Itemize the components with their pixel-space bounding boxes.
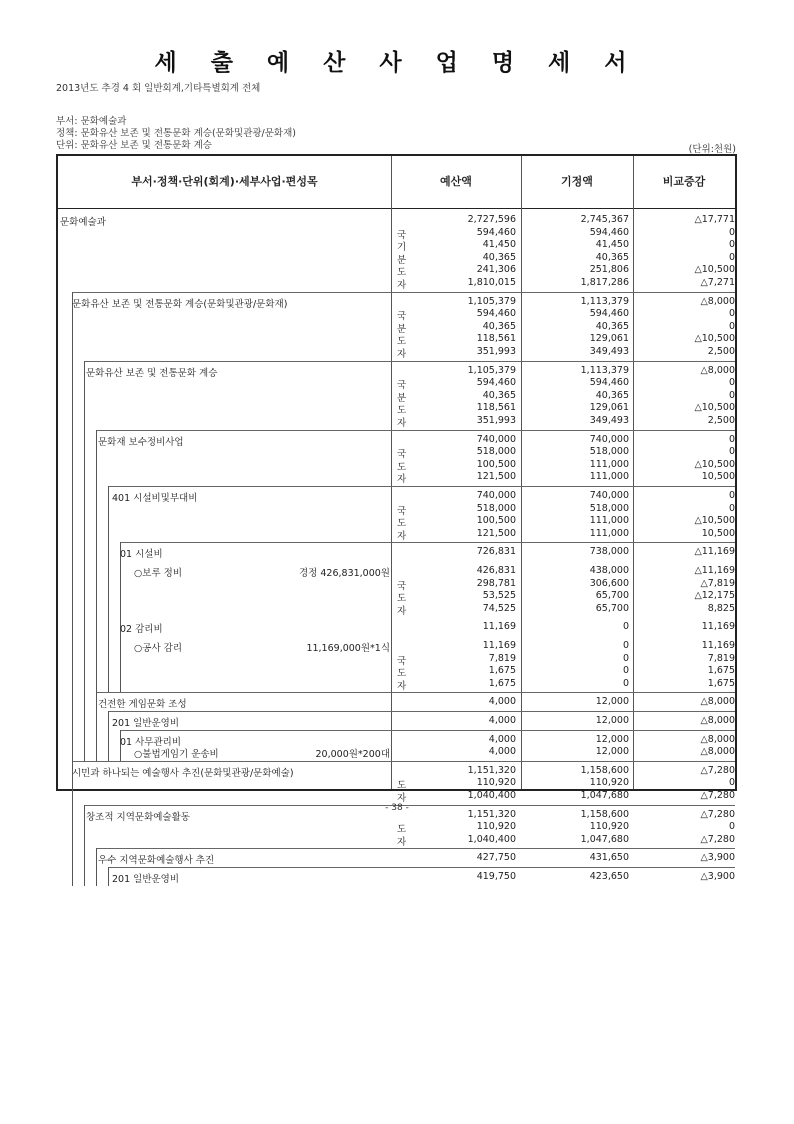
budget-amount: 11,169 bbox=[482, 639, 516, 651]
budget-amount: 100,500 bbox=[476, 515, 516, 527]
diff-amount: △8,000 bbox=[700, 715, 735, 726]
budget-amount: 7,819 bbox=[488, 652, 516, 664]
prior-amount: 0 bbox=[622, 677, 629, 689]
budget-amount: 118,561 bbox=[476, 402, 516, 414]
budget-amount: 1,105,379 bbox=[467, 364, 516, 376]
prior-amount: 111,000 bbox=[589, 458, 629, 470]
prior-amount: 12,000 bbox=[595, 733, 629, 745]
prior-amount: 1,113,379 bbox=[580, 364, 629, 376]
budget-amount: 351,993 bbox=[476, 414, 516, 426]
line-item-label: ○불법게임기 운송비 bbox=[134, 749, 219, 761]
budget-amount: 740,000 bbox=[476, 433, 516, 445]
diff-amount: △8,000 bbox=[700, 364, 735, 376]
diff-amount: 0 bbox=[728, 446, 735, 458]
prior-amount: 306,600 bbox=[589, 577, 629, 589]
line-item-spec: 20,000원*200대 bbox=[315, 749, 390, 761]
prior-amount: 1,047,680 bbox=[580, 789, 629, 801]
funding-source-tag: 국 bbox=[397, 229, 407, 241]
budget-amount: 518,000 bbox=[476, 502, 516, 514]
budget-amount: 594,460 bbox=[476, 377, 516, 389]
hierarchy-rule bbox=[84, 711, 85, 730]
prior-amount: 431,650 bbox=[589, 852, 629, 864]
row-label: 201 일반운영비 bbox=[112, 718, 180, 729]
table-row bbox=[58, 486, 735, 542]
budget-amount: 427,750 bbox=[476, 852, 516, 864]
diff-amount: 0 bbox=[728, 251, 735, 263]
row-divider bbox=[72, 292, 735, 293]
diff-amount: △10,500 bbox=[694, 264, 735, 276]
funding-source-tag: 국 bbox=[397, 380, 407, 392]
prior-amount: 0 bbox=[622, 652, 629, 664]
budget-amount: 121,500 bbox=[476, 527, 516, 539]
prior-amount: 0 bbox=[622, 639, 629, 651]
table-row bbox=[58, 292, 735, 361]
hierarchy-rule bbox=[72, 361, 73, 430]
table-row bbox=[58, 361, 735, 430]
row-label: 문화유산 보존 및 전통문화 계승(문화및관광/문화재) bbox=[72, 298, 288, 310]
hierarchy-rule bbox=[72, 542, 73, 692]
funding-source-tag: 국 bbox=[397, 580, 407, 592]
budget-amount: 110,920 bbox=[476, 777, 516, 789]
funding-source-tag: 자 bbox=[397, 474, 407, 486]
hierarchy-rule bbox=[96, 711, 97, 730]
diff-amount: 11,169 bbox=[701, 639, 735, 651]
prior-amount: 129,061 bbox=[589, 402, 629, 414]
hierarchy-rule bbox=[72, 430, 73, 486]
policy-label: 정책: 문화유산 보존 및 전통문화 계승(문화및관광/문화재) bbox=[56, 128, 296, 139]
diff-amount: 0 bbox=[728, 389, 735, 401]
budget-amount: 11,169 bbox=[482, 621, 516, 633]
page-number: - 38 - bbox=[385, 803, 409, 813]
diff-amount: 0 bbox=[728, 377, 735, 389]
prior-amount: 111,000 bbox=[589, 515, 629, 527]
row-label: 우수 지역문화예술행사 추진 bbox=[98, 855, 215, 867]
budget-amount: 419,750 bbox=[476, 871, 516, 882]
hierarchy-rule bbox=[84, 361, 85, 430]
prior-amount: 518,000 bbox=[589, 446, 629, 458]
funding-source-tag: 도 bbox=[397, 593, 407, 605]
budget-amount: 118,561 bbox=[476, 333, 516, 345]
funding-source-tag: 도 bbox=[397, 405, 407, 417]
hierarchy-rule bbox=[96, 542, 97, 692]
prior-amount: 0 bbox=[622, 665, 629, 677]
table-row bbox=[58, 730, 735, 761]
table-row bbox=[58, 542, 735, 692]
prior-amount: 738,000 bbox=[589, 546, 629, 558]
budget-amount: 100,500 bbox=[476, 458, 516, 470]
prior-amount: 1,113,379 bbox=[580, 295, 629, 307]
table-row bbox=[58, 692, 735, 711]
prior-amount: 40,365 bbox=[595, 389, 629, 401]
hierarchy-rule bbox=[84, 692, 85, 711]
budget-amount: 1,675 bbox=[488, 677, 516, 689]
funding-source-tag: 도 bbox=[397, 824, 407, 836]
funding-source-tag: 기 bbox=[397, 242, 407, 254]
budget-amount: 121,500 bbox=[476, 471, 516, 483]
diff-amount: △8,000 bbox=[700, 295, 735, 307]
hierarchy-rule bbox=[72, 692, 73, 711]
row-label: 문화예술과 bbox=[60, 217, 106, 228]
funding-source-tag: 자 bbox=[397, 680, 407, 692]
funding-source-tag: 자 bbox=[397, 417, 407, 429]
prior-amount: 111,000 bbox=[589, 527, 629, 539]
prior-amount: 1,047,680 bbox=[580, 833, 629, 845]
funding-source-tag: 자 bbox=[397, 348, 407, 360]
diff-amount: △3,900 bbox=[700, 852, 735, 864]
diff-amount: △17,771 bbox=[694, 214, 735, 225]
hierarchy-rule bbox=[108, 542, 109, 692]
funding-source-tag: 분 bbox=[397, 254, 407, 266]
row-divider bbox=[120, 730, 735, 731]
page-title: 세 출 예 산 사 업 명 세 서 bbox=[154, 50, 640, 76]
diff-amount: 0 bbox=[728, 502, 735, 514]
hierarchy-rule bbox=[84, 430, 85, 486]
diff-amount: △7,280 bbox=[700, 808, 735, 820]
line-item-spec: 경정 426,831,000원 bbox=[299, 567, 390, 579]
diff-amount: △10,500 bbox=[694, 515, 735, 527]
hierarchy-rule bbox=[96, 430, 97, 486]
prior-amount: 129,061 bbox=[589, 333, 629, 345]
prior-amount: 518,000 bbox=[589, 502, 629, 514]
row-label: 01 시설비 bbox=[120, 549, 163, 561]
table-row bbox=[58, 430, 735, 486]
sub-item-label: 02 감리비 bbox=[120, 624, 163, 636]
row-label: 문화재 보수정비사업 bbox=[98, 436, 184, 448]
hierarchy-rule bbox=[96, 486, 97, 542]
diff-amount: △10,500 bbox=[694, 402, 735, 414]
budget-amount: 4,000 bbox=[488, 696, 516, 708]
header-diff: 비교증감 bbox=[662, 175, 706, 188]
diff-amount: 1,675 bbox=[707, 665, 735, 677]
budget-table bbox=[56, 154, 737, 885]
budget-amount: 740,000 bbox=[476, 490, 516, 501]
prior-amount: 349,493 bbox=[589, 345, 629, 357]
hierarchy-rule bbox=[84, 542, 85, 692]
hierarchy-rule bbox=[72, 711, 73, 730]
budget-amount: 351,993 bbox=[476, 345, 516, 357]
hierarchy-rule bbox=[84, 730, 85, 761]
diff-amount: △7,280 bbox=[700, 833, 735, 845]
prior-amount: 1,817,286 bbox=[580, 277, 629, 288]
budget-amount: 1,151,320 bbox=[467, 808, 516, 820]
hierarchy-rule bbox=[96, 692, 97, 711]
budget-amount: 1,151,320 bbox=[467, 764, 516, 776]
prior-amount: 594,460 bbox=[589, 377, 629, 389]
diff-amount: 0 bbox=[728, 239, 735, 251]
prior-amount: 40,365 bbox=[595, 320, 629, 332]
row-divider bbox=[96, 692, 735, 693]
funding-source-tag: 국 bbox=[397, 311, 407, 323]
prior-amount: 41,450 bbox=[595, 239, 629, 251]
budget-amount: 1,040,400 bbox=[467, 833, 516, 845]
diff-amount: 10,500 bbox=[701, 471, 735, 483]
budget-amount: 74,525 bbox=[482, 602, 516, 614]
budget-amount: 110,920 bbox=[476, 821, 516, 833]
row-divider bbox=[108, 711, 735, 712]
prior-amount: 251,806 bbox=[589, 264, 629, 276]
prior-amount: 12,000 bbox=[595, 715, 629, 726]
table-row bbox=[58, 761, 735, 805]
prior-amount: 423,650 bbox=[589, 871, 629, 882]
hierarchy-rule bbox=[108, 486, 109, 542]
line-item-label: ○보루 정비 bbox=[134, 567, 183, 579]
line-item-spec: 11,169,000원*1식 bbox=[306, 642, 390, 654]
hierarchy-rule bbox=[72, 730, 73, 761]
diff-amount: 7,819 bbox=[707, 652, 735, 664]
funding-source-tag: 자 bbox=[397, 280, 407, 291]
row-label: 시민과 하나되는 예술행사 추진(문화및관광/문화예술) bbox=[72, 767, 294, 779]
diff-amount: △10,500 bbox=[694, 458, 735, 470]
diff-amount: △11,169 bbox=[694, 564, 735, 576]
diff-amount: △7,280 bbox=[700, 764, 735, 776]
funding-source-tag: 도 bbox=[397, 668, 407, 680]
hierarchy-rule bbox=[108, 730, 109, 761]
diff-amount: 0 bbox=[728, 490, 735, 501]
currency-unit: (단위:천원) bbox=[688, 144, 736, 155]
funding-source-tag: 분 bbox=[397, 323, 407, 335]
budget-amount: 426,831 bbox=[476, 564, 516, 576]
budget-amount: 1,040,400 bbox=[467, 789, 516, 801]
funding-source-tag: 분 bbox=[397, 392, 407, 404]
diff-amount: 8,825 bbox=[707, 602, 735, 614]
prior-amount: 740,000 bbox=[589, 490, 629, 501]
hierarchy-rule bbox=[96, 730, 97, 761]
diff-amount: 0 bbox=[728, 320, 735, 332]
budget-amount: 594,460 bbox=[476, 308, 516, 320]
diff-amount: △8,000 bbox=[700, 746, 735, 758]
diff-amount: △8,000 bbox=[700, 696, 735, 708]
row-divider bbox=[96, 848, 735, 849]
diff-amount: 2,500 bbox=[707, 414, 735, 426]
row-divider bbox=[96, 430, 735, 431]
budget-amount: 298,781 bbox=[476, 577, 516, 589]
row-divider bbox=[120, 542, 735, 543]
table-row bbox=[58, 711, 735, 730]
budget-amount: 4,000 bbox=[488, 733, 516, 745]
diff-amount: △7,280 bbox=[700, 789, 735, 801]
funding-source-tag: 도 bbox=[397, 518, 407, 530]
hierarchy-rule bbox=[84, 867, 85, 886]
diff-amount: △11,169 bbox=[694, 546, 735, 558]
department-label: 부서: 문화예술과 bbox=[56, 116, 127, 127]
hierarchy-rule bbox=[84, 486, 85, 542]
unit-label: 단위: 문화유산 보존 및 전통문화 계승 bbox=[56, 140, 212, 151]
hierarchy-rule bbox=[84, 848, 85, 867]
budget-amount: 518,000 bbox=[476, 446, 516, 458]
prior-amount: 12,000 bbox=[595, 746, 629, 758]
diff-amount: 11,169 bbox=[701, 621, 735, 633]
diff-amount: △12,175 bbox=[694, 590, 735, 602]
prior-amount: 0 bbox=[622, 621, 629, 633]
funding-source-tag: 자 bbox=[397, 792, 407, 804]
row-label: 01 사무관리비 bbox=[120, 736, 181, 748]
budget-amount: 726,831 bbox=[476, 546, 516, 558]
prior-amount: 110,920 bbox=[589, 821, 629, 833]
hierarchy-rule bbox=[96, 867, 97, 886]
row-label: 건전한 게임문화 조성 bbox=[98, 699, 187, 711]
prior-amount: 594,460 bbox=[589, 308, 629, 320]
prior-amount: 1,158,600 bbox=[580, 808, 629, 820]
diff-amount: △7,271 bbox=[700, 277, 735, 288]
budget-amount: 40,365 bbox=[482, 389, 516, 401]
budget-amount: 40,365 bbox=[482, 320, 516, 332]
funding-source-tag: 국 bbox=[397, 449, 407, 461]
table-row bbox=[58, 848, 735, 867]
budget-amount: 241,306 bbox=[476, 264, 516, 276]
line-item-label: ○공사 감리 bbox=[134, 642, 183, 654]
prior-amount: 110,920 bbox=[589, 777, 629, 789]
table-row bbox=[58, 210, 735, 292]
hierarchy-rule bbox=[72, 848, 73, 867]
hierarchy-rule bbox=[72, 867, 73, 886]
fiscal-subtitle: 2013년도 추경 4 회 일반회계,기타특별회계 전체 bbox=[56, 83, 261, 94]
prior-amount: 1,158,600 bbox=[580, 764, 629, 776]
budget-amount: 2,727,596 bbox=[467, 214, 516, 225]
prior-amount: 438,000 bbox=[589, 564, 629, 576]
hierarchy-rule bbox=[72, 486, 73, 542]
row-divider bbox=[108, 867, 735, 868]
diff-amount: 2,500 bbox=[707, 345, 735, 357]
prior-amount: 740,000 bbox=[589, 433, 629, 445]
funding-source-tag: 국 bbox=[397, 655, 407, 667]
budget-amount: 4,000 bbox=[488, 715, 516, 726]
diff-amount: △8,000 bbox=[700, 733, 735, 745]
hierarchy-rule bbox=[108, 867, 109, 886]
funding-source-tag: 도 bbox=[397, 461, 407, 473]
budget-amount: 41,450 bbox=[482, 239, 516, 251]
budget-amount: 1,675 bbox=[488, 665, 516, 677]
hierarchy-rule bbox=[96, 848, 97, 867]
funding-source-tag: 자 bbox=[397, 836, 407, 848]
funding-source-tag: 도 bbox=[397, 336, 407, 348]
row-divider bbox=[108, 486, 735, 487]
prior-amount: 111,000 bbox=[589, 471, 629, 483]
prior-amount: 65,700 bbox=[595, 590, 629, 602]
prior-amount: 12,000 bbox=[595, 696, 629, 708]
diff-amount: 10,500 bbox=[701, 527, 735, 539]
prior-amount: 2,745,367 bbox=[580, 214, 629, 225]
hierarchy-rule bbox=[120, 542, 121, 692]
budget-amount: 1,105,379 bbox=[467, 295, 516, 307]
diff-amount: 0 bbox=[728, 226, 735, 238]
budget-amount: 1,810,015 bbox=[467, 277, 516, 288]
funding-source-tag: 도 bbox=[397, 780, 407, 792]
funding-source-tag: 국 bbox=[397, 505, 407, 517]
prior-amount: 349,493 bbox=[589, 414, 629, 426]
header-budget: 예산액 bbox=[440, 175, 472, 188]
diff-amount: 0 bbox=[728, 821, 735, 833]
budget-amount: 4,000 bbox=[488, 746, 516, 758]
diff-amount: △7,819 bbox=[700, 577, 735, 589]
funding-source-tag: 자 bbox=[397, 605, 407, 617]
budget-amount: 40,365 bbox=[482, 251, 516, 263]
row-label: 201 일반운영비 bbox=[112, 874, 180, 885]
prior-amount: 65,700 bbox=[595, 602, 629, 614]
row-divider bbox=[84, 361, 735, 362]
diff-amount: 0 bbox=[728, 777, 735, 789]
table-row bbox=[58, 867, 735, 886]
prior-amount: 40,365 bbox=[595, 251, 629, 263]
diff-amount: 0 bbox=[728, 308, 735, 320]
diff-amount: 0 bbox=[728, 433, 735, 445]
prior-amount: 594,460 bbox=[589, 226, 629, 238]
row-label: 문화유산 보존 및 전통문화 계승 bbox=[86, 367, 218, 379]
funding-source-tag: 도 bbox=[397, 267, 407, 279]
budget-amount: 53,525 bbox=[482, 590, 516, 602]
header-description: 부서·정책·단위(회계)·세부사업·편성목 bbox=[131, 175, 318, 188]
diff-amount: 1,675 bbox=[707, 677, 735, 689]
diff-amount: △3,900 bbox=[700, 871, 735, 882]
row-label: 창조적 지역문화예술활동 bbox=[86, 811, 190, 823]
hierarchy-rule bbox=[108, 711, 109, 730]
diff-amount: △10,500 bbox=[694, 333, 735, 345]
funding-source-tag: 자 bbox=[397, 530, 407, 542]
row-label: 401 시설비및부대비 bbox=[112, 493, 198, 504]
budget-amount: 594,460 bbox=[476, 226, 516, 238]
header-prior: 기정액 bbox=[561, 175, 593, 188]
row-divider bbox=[72, 761, 735, 762]
